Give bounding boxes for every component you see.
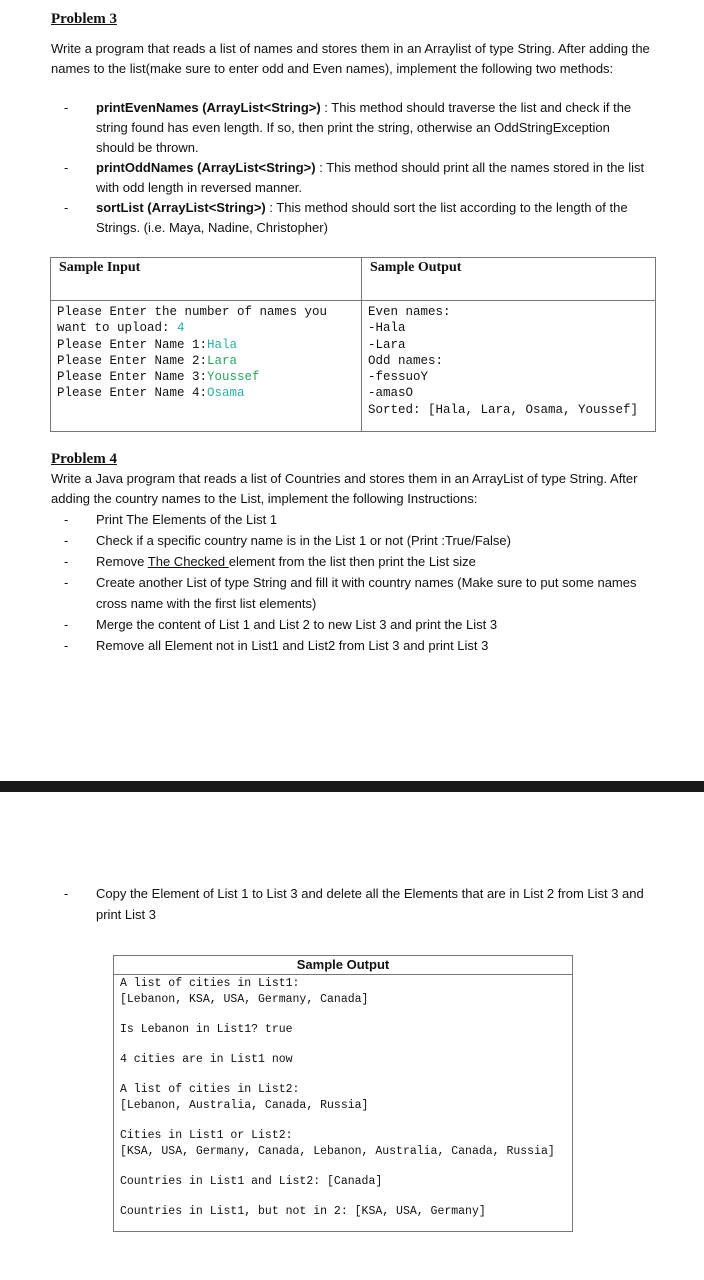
blank-line bbox=[114, 1068, 572, 1082]
output-line: -fessuoY bbox=[368, 370, 429, 385]
method-name: printOddNames (ArrayList<String>) bbox=[96, 160, 316, 175]
input-line: Please Enter Name 1:Hala bbox=[57, 337, 238, 352]
method-name: sortList (ArrayList<String>) bbox=[96, 200, 266, 215]
output-line: 4 cities are in List1 now bbox=[120, 1053, 293, 1066]
page-divider-bar bbox=[0, 781, 704, 792]
output-line: -Lara bbox=[368, 337, 406, 352]
step-item: - Check if a specific country name is in the List 1 or not (Print :True/False) bbox=[64, 530, 649, 551]
output-line: A list of cities in List1: bbox=[120, 977, 300, 990]
blank-line bbox=[114, 1038, 572, 1052]
blank-line bbox=[114, 1190, 572, 1204]
method-item bbox=[64, 198, 649, 238]
step-item: - Copy the Element of List 1 to List 3 and delete all the Elements that are in List 2 from List 3 and print List 3 bbox=[64, 883, 649, 925]
problem3-intro: Write a program that reads a list of names and stores them in an Arraylist of type String. After adding the names to the list(make sure to enter odd and Even names), implement the following two methods: bbox=[51, 41, 650, 76]
sample-io-table bbox=[50, 257, 656, 432]
method-item bbox=[64, 158, 649, 198]
step-item: - Remove all Element not in List1 and List2 from List 3 and print List 3 bbox=[64, 635, 649, 656]
step-item: - Print The Elements of the List 1 bbox=[64, 509, 649, 530]
input-value: Osama bbox=[207, 386, 245, 401]
output-line: -Hala bbox=[368, 321, 406, 336]
input-line: want to upload: 4 bbox=[57, 321, 185, 336]
output-line: Odd names: bbox=[368, 353, 444, 368]
sample-input-cell bbox=[51, 301, 362, 432]
problem4-step-list-continued bbox=[64, 883, 649, 925]
input-line: Please Enter Name 4:Osama bbox=[57, 386, 245, 401]
output-line: Is Lebanon in List1? true bbox=[120, 1023, 293, 1036]
blank-line bbox=[114, 1008, 572, 1022]
step-item: - Merge the content of List 1 and List 2 to new List 3 and print the List 3 bbox=[64, 614, 649, 635]
problem4-step-list bbox=[64, 509, 649, 656]
output-line: [Lebanon, KSA, USA, Germany, Canada] bbox=[120, 993, 369, 1006]
output-line: [KSA, USA, Germany, Canada, Lebanon, Australia, Canada, Russia] bbox=[120, 1145, 555, 1158]
output-line: Cities in List1 or List2: bbox=[120, 1129, 293, 1142]
method-desc: : This method should traverse the list and check if the string found has even length. If so, then print the string, otherwise an OddStringException should be thrown. bbox=[96, 100, 632, 155]
output-lines bbox=[114, 975, 572, 1220]
problem3-method-list bbox=[64, 98, 649, 238]
sample-output-box bbox=[113, 955, 573, 1232]
method-desc: : This method should print all the names stored in the list with odd length in reversed manner. bbox=[96, 160, 645, 195]
output-line: Even names: bbox=[368, 305, 451, 319]
sample-input-block bbox=[51, 301, 361, 402]
input-value: Hala bbox=[207, 337, 238, 352]
blank-line bbox=[114, 1114, 572, 1128]
step-item: - Create another List of type String and fill it with country names (Make sure to put some names cross name with the first list elements) bbox=[64, 572, 649, 614]
input-line: Please Enter Name 2:Lara bbox=[57, 353, 238, 368]
sample-input-header: Sample Input bbox=[51, 258, 362, 301]
input-value: 4 bbox=[177, 321, 185, 336]
output-line: Sorted: [Hala, Lara, Osama, Youssef] bbox=[368, 402, 639, 417]
method-item bbox=[64, 98, 649, 158]
output-line: -amasO bbox=[368, 386, 414, 401]
input-value: Youssef bbox=[207, 370, 260, 385]
sample-output-title: Sample Output bbox=[114, 956, 572, 975]
output-line: Countries in List1, but not in 2: [KSA, USA, Germany] bbox=[120, 1205, 486, 1218]
sample-output-header: Sample Output bbox=[362, 258, 656, 301]
output-line: Countries in List1 and List2: [Canada] bbox=[120, 1175, 383, 1188]
output-line: A list of cities in List2: bbox=[120, 1083, 300, 1096]
output-line: [Lebanon, Australia, Canada, Russia] bbox=[120, 1099, 369, 1112]
sample-output-cell bbox=[362, 301, 656, 432]
problem4-title: Problem 4 bbox=[51, 451, 117, 467]
step-item: - Remove The Checked element from the list then print the List size bbox=[64, 551, 649, 572]
underlined-phrase: The Checked bbox=[147, 554, 229, 569]
input-line: Please Enter the number of names you bbox=[57, 305, 328, 319]
blank-line bbox=[114, 1160, 572, 1174]
input-line: Please Enter Name 3:Youssef bbox=[57, 370, 260, 385]
sample-output-block bbox=[362, 301, 655, 418]
problem4-intro: Write a Java program that reads a list of Countries and stores them in an ArrayList of type String. After adding the country names to the List, implement the following Instructions: bbox=[51, 471, 638, 506]
problem3-title: Problem 3 bbox=[51, 11, 117, 27]
method-name: printEvenNames (ArrayList<String>) bbox=[96, 100, 321, 115]
method-desc: : This method should sort the list according to the length of the Strings. (i.e. Maya, Nadine, Christopher) bbox=[96, 200, 628, 235]
input-value: Lara bbox=[207, 353, 238, 368]
